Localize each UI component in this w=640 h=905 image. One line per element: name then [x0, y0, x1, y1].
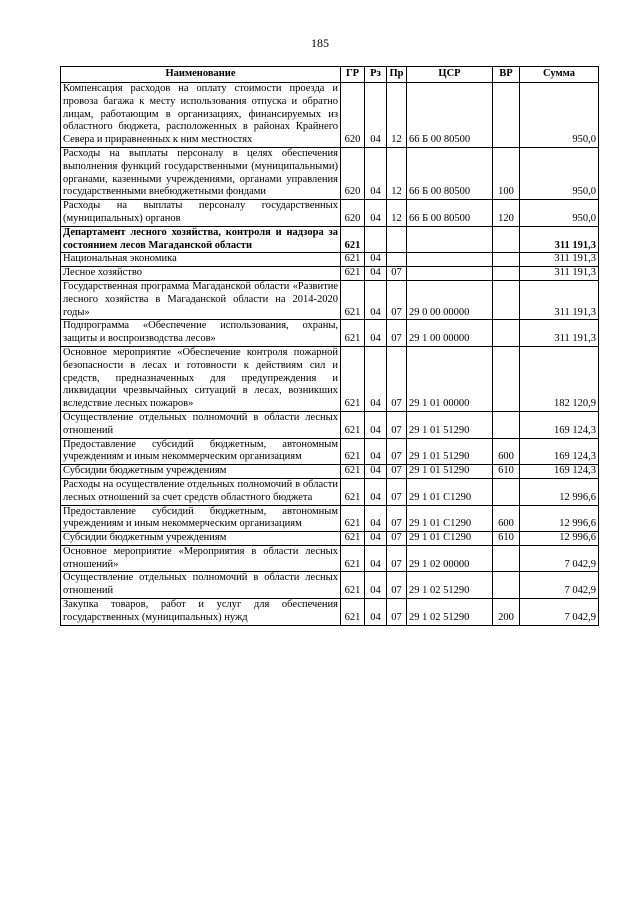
row-csr-cell: 29 1 00 00000	[407, 320, 493, 347]
row-sum-cell: 311 191,3	[520, 320, 599, 347]
row-gr-cell: 621	[341, 320, 365, 347]
column-header-vr: ВР	[493, 67, 520, 83]
row-csr-cell: 29 1 01 00000	[407, 346, 493, 411]
row-pr-cell: 12	[387, 147, 407, 199]
table-row	[61, 280, 599, 319]
row-pr-cell: 07	[387, 572, 407, 599]
row-rz-cell: 04	[365, 200, 387, 227]
row-pr-cell: 07	[387, 478, 407, 505]
row-rz-cell	[365, 226, 387, 253]
row-sum-cell: 7 042,9	[520, 545, 599, 572]
row-gr-cell: 621	[341, 599, 365, 626]
table-row	[61, 599, 599, 626]
row-gr-cell: 620	[341, 83, 365, 148]
column-header-rz: Рз	[365, 67, 387, 83]
row-vr-cell: 100	[493, 147, 520, 199]
table-row	[61, 572, 599, 599]
table-row	[61, 478, 599, 505]
row-rz-cell: 04	[365, 438, 387, 465]
row-vr-cell: 600	[493, 438, 520, 465]
row-csr-cell: 29 1 01 51290	[407, 411, 493, 438]
row-rz-cell: 04	[365, 320, 387, 347]
row-sum-cell: 950,0	[520, 147, 599, 199]
row-rz-cell: 04	[365, 253, 387, 267]
row-name-cell: Национальная экономика	[61, 253, 341, 267]
budget-table	[60, 66, 599, 626]
row-gr-cell: 621	[341, 532, 365, 546]
row-gr-cell: 621	[341, 253, 365, 267]
row-rz-cell: 04	[365, 599, 387, 626]
row-csr-cell: 66 Б 00 80500	[407, 83, 493, 148]
row-sum-cell: 169 124,3	[520, 411, 599, 438]
row-csr-cell: 29 1 01 51290	[407, 465, 493, 479]
table-row	[61, 532, 599, 546]
row-sum-cell: 12 996,6	[520, 532, 599, 546]
row-vr-cell	[493, 280, 520, 319]
row-gr-cell: 621	[341, 545, 365, 572]
row-vr-cell	[493, 253, 520, 267]
row-name-cell: Основное мероприятие «Обеспечение контроля пожарной безопасности в лесах и готовности к действиям сил и средств, предназначенных для предупреждения и ликвидации чрезвычайных ситуаций в лесах, возникших вследствие лесных пожаров»	[61, 346, 341, 411]
column-header-name: Наименование	[61, 67, 341, 83]
row-csr-cell: 66 Б 00 80500	[407, 200, 493, 227]
row-gr-cell: 621	[341, 346, 365, 411]
row-name-cell: Департамент лесного хозяйства, контроля и надзора за состоянием лесов Магаданской области	[61, 226, 341, 253]
row-sum-cell: 950,0	[520, 83, 599, 148]
row-rz-cell: 04	[365, 267, 387, 281]
row-vr-cell	[493, 545, 520, 572]
row-pr-cell: 07	[387, 545, 407, 572]
row-name-cell: Предоставление субсидий бюджетным, автономным учреждениям и иным некоммерческим организациям	[61, 438, 341, 465]
row-csr-cell	[407, 253, 493, 267]
page-number: 185	[311, 36, 329, 50]
row-vr-cell	[493, 411, 520, 438]
row-csr-cell: 29 1 01 С1290	[407, 478, 493, 505]
table-header-row	[61, 67, 599, 83]
row-csr-cell: 29 1 02 51290	[407, 572, 493, 599]
row-sum-cell: 311 191,3	[520, 253, 599, 267]
row-rz-cell: 04	[365, 346, 387, 411]
row-name-cell: Расходы на выплаты персоналу государственных (муниципальных) органов	[61, 200, 341, 227]
table-row	[61, 253, 599, 267]
row-vr-cell: 610	[493, 532, 520, 546]
row-csr-cell: 29 1 01 51290	[407, 438, 493, 465]
row-pr-cell	[387, 226, 407, 253]
row-gr-cell: 621	[341, 280, 365, 319]
row-csr-cell	[407, 267, 493, 281]
row-name-cell: Лесное хозяйство	[61, 267, 341, 281]
row-rz-cell: 04	[365, 505, 387, 532]
row-name-cell: Государственная программа Магаданской области «Развитие лесного хозяйства в Магаданской области на 2014-2020 годы»	[61, 280, 341, 319]
row-vr-cell	[493, 267, 520, 281]
row-sum-cell: 311 191,3	[520, 267, 599, 281]
row-gr-cell: 620	[341, 147, 365, 199]
row-gr-cell: 621	[341, 267, 365, 281]
table-row	[61, 83, 599, 148]
row-name-cell: Осуществление отдельных полномочий в области лесных отношений	[61, 411, 341, 438]
row-rz-cell: 04	[365, 411, 387, 438]
row-vr-cell	[493, 83, 520, 148]
row-name-cell: Расходы на осуществление отдельных полномочий в области лесных отношений за счет средств областного бюджета	[61, 478, 341, 505]
column-header-csr: ЦСР	[407, 67, 493, 83]
row-csr-cell: 29 1 01 С1290	[407, 532, 493, 546]
row-sum-cell: 12 996,6	[520, 505, 599, 532]
column-header-pr: Пр	[387, 67, 407, 83]
table-row	[61, 411, 599, 438]
row-rz-cell: 04	[365, 465, 387, 479]
row-pr-cell: 07	[387, 411, 407, 438]
row-rz-cell: 04	[365, 147, 387, 199]
row-gr-cell: 621	[341, 478, 365, 505]
row-gr-cell: 621	[341, 411, 365, 438]
row-sum-cell: 7 042,9	[520, 599, 599, 626]
row-pr-cell: 07	[387, 532, 407, 546]
row-name-cell: Предоставление субсидий бюджетным, автономным учреждениям и иным некоммерческим организациям	[61, 505, 341, 532]
column-header-gr: ГР	[341, 67, 365, 83]
row-pr-cell: 07	[387, 505, 407, 532]
row-name-cell: Осуществление отдельных полномочий в области лесных отношений	[61, 572, 341, 599]
table-row	[61, 320, 599, 347]
row-name-cell: Основное мероприятие «Мероприятия в области лесных отношений»	[61, 545, 341, 572]
table-row	[61, 438, 599, 465]
row-pr-cell: 07	[387, 320, 407, 347]
row-name-cell: Субсидии бюджетным учреждениям	[61, 532, 341, 546]
row-vr-cell	[493, 478, 520, 505]
row-vr-cell: 600	[493, 505, 520, 532]
table-row	[61, 545, 599, 572]
table-row	[61, 226, 599, 253]
table-body	[61, 83, 599, 626]
row-rz-cell: 04	[365, 478, 387, 505]
row-pr-cell	[387, 253, 407, 267]
row-csr-cell: 29 0 00 00000	[407, 280, 493, 319]
row-sum-cell: 311 191,3	[520, 280, 599, 319]
row-csr-cell: 29 1 01 С1290	[407, 505, 493, 532]
table-row	[61, 267, 599, 281]
row-vr-cell: 200	[493, 599, 520, 626]
row-pr-cell: 07	[387, 346, 407, 411]
row-vr-cell	[493, 572, 520, 599]
row-csr-cell: 29 1 02 00000	[407, 545, 493, 572]
row-pr-cell: 07	[387, 465, 407, 479]
row-sum-cell: 12 996,6	[520, 478, 599, 505]
row-name-cell: Компенсация расходов на оплату стоимости проезда и провоза багажа к месту использования отпуска и обратно лицам, работающим в организациях, финансируемых из областного бюджета, расположенных в районах Крайнего Севера и приравненных к ним местностях	[61, 83, 341, 148]
table-row	[61, 465, 599, 479]
row-gr-cell: 621	[341, 572, 365, 599]
row-gr-cell: 620	[341, 200, 365, 227]
table-row	[61, 147, 599, 199]
row-pr-cell: 12	[387, 83, 407, 148]
row-gr-cell: 621	[341, 438, 365, 465]
row-vr-cell: 610	[493, 465, 520, 479]
row-csr-cell: 66 Б 00 80500	[407, 147, 493, 199]
table-row	[61, 346, 599, 411]
row-pr-cell: 12	[387, 200, 407, 227]
table-row	[61, 200, 599, 227]
row-gr-cell: 621	[341, 505, 365, 532]
row-sum-cell: 169 124,3	[520, 465, 599, 479]
row-gr-cell: 621	[341, 226, 365, 253]
row-pr-cell: 07	[387, 438, 407, 465]
row-vr-cell	[493, 346, 520, 411]
row-sum-cell: 169 124,3	[520, 438, 599, 465]
row-name-cell: Подпрограмма «Обеспечение использования, охраны, защиты и воспроизводства лесов»	[61, 320, 341, 347]
row-pr-cell: 07	[387, 267, 407, 281]
row-sum-cell: 182 120,9	[520, 346, 599, 411]
row-pr-cell: 07	[387, 280, 407, 319]
row-sum-cell: 311 191,3	[520, 226, 599, 253]
row-name-cell: Субсидии бюджетным учреждениям	[61, 465, 341, 479]
row-sum-cell: 7 042,9	[520, 572, 599, 599]
row-rz-cell: 04	[365, 280, 387, 319]
row-name-cell: Закупка товаров, работ и услуг для обеспечения государственных (муниципальных) нужд	[61, 599, 341, 626]
row-vr-cell: 120	[493, 200, 520, 227]
row-rz-cell: 04	[365, 545, 387, 572]
row-pr-cell: 07	[387, 599, 407, 626]
row-vr-cell	[493, 320, 520, 347]
row-rz-cell: 04	[365, 572, 387, 599]
row-vr-cell	[493, 226, 520, 253]
column-header-sum: Сумма	[520, 67, 599, 83]
table-row	[61, 505, 599, 532]
row-gr-cell: 621	[341, 465, 365, 479]
row-sum-cell: 950,0	[520, 200, 599, 227]
row-rz-cell: 04	[365, 532, 387, 546]
row-csr-cell	[407, 226, 493, 253]
row-csr-cell: 29 1 02 51290	[407, 599, 493, 626]
row-rz-cell: 04	[365, 83, 387, 148]
row-name-cell: Расходы на выплаты персоналу в целях обеспечения выполнения функций государственными (муниципальными) органами, казенными учреждениями, органами управления государственными внебюджетными фондами	[61, 147, 341, 199]
